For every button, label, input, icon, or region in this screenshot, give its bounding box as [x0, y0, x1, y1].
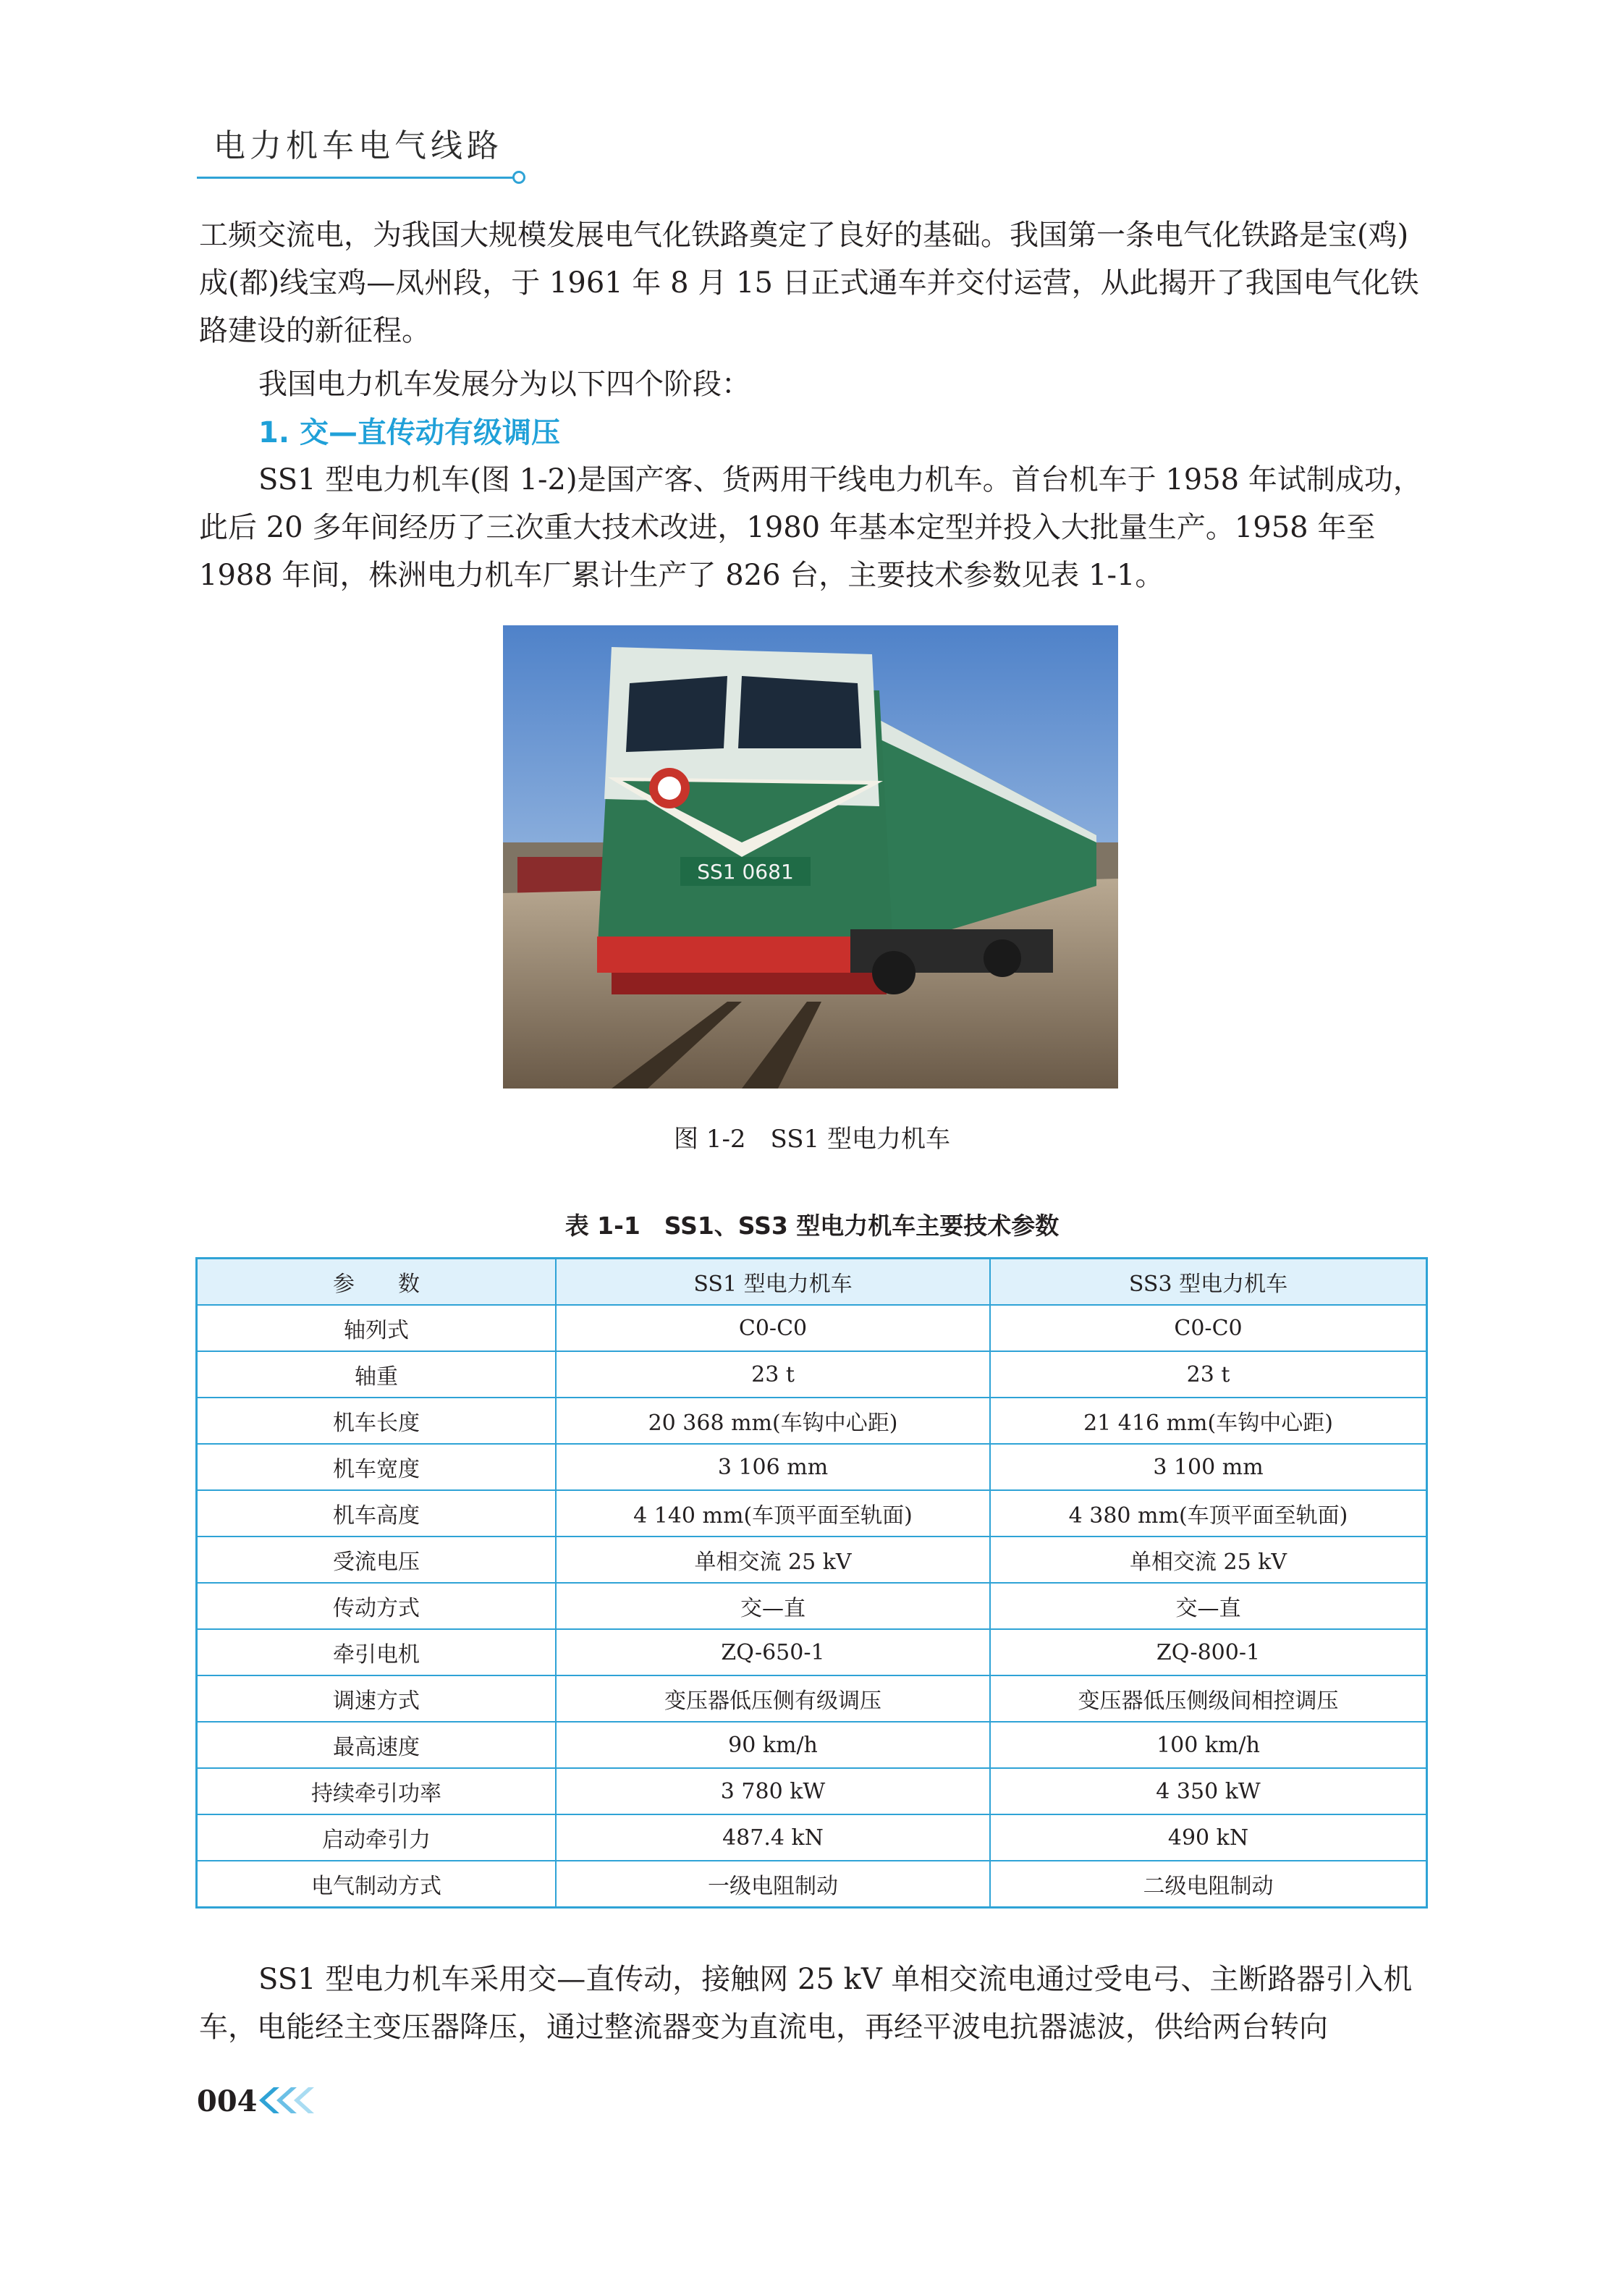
- table-row: [197, 1305, 1427, 1351]
- table-cell: 机车长度: [197, 1398, 557, 1444]
- table-cell: 20 368 mm(车钩中心距): [556, 1398, 990, 1444]
- table-cell: 单相交流 25 kV: [556, 1537, 990, 1583]
- table-cell: 单相交流 25 kV: [990, 1537, 1427, 1583]
- paragraph-4: SS1 型电力机车采用交—直传动，接触网 25 kV 单相交流电通过受电弓、主断路器引入机车，电能经主变压器降压，通过整流器变为直流电，再经平波电抗器滤波，供给两台转向: [199, 1963, 1413, 2044]
- table-cell: 机车高度: [197, 1490, 557, 1537]
- header-cell-ss1: SS1 型电力机车: [556, 1259, 990, 1306]
- table-cell: 21 416 mm(车钩中心距): [990, 1398, 1427, 1444]
- table-row: [197, 1814, 1427, 1861]
- table-row: [197, 1861, 1427, 1908]
- table-cell: 3 106 mm: [556, 1444, 990, 1490]
- locomotive-number-plate: SS1 0681: [697, 860, 794, 884]
- table-cell: 牵引电机: [197, 1629, 557, 1675]
- table-cell: 4 140 mm(车顶平面至轨面): [556, 1490, 990, 1537]
- table-row: [197, 1444, 1427, 1490]
- table-row: [197, 1583, 1427, 1629]
- locomotive-photo: [503, 625, 1118, 1089]
- table-cell: 490 kN: [990, 1814, 1427, 1861]
- table-cell: 4 380 mm(车顶平面至轨面): [990, 1490, 1427, 1537]
- table-cell: 487.4 kN: [556, 1814, 990, 1861]
- header-cell-parameter: 参 数: [197, 1259, 557, 1306]
- table-cell: C0-C0: [990, 1305, 1427, 1351]
- table-row: [197, 1768, 1427, 1814]
- section-heading: 1. 交—直传动有级调压: [258, 416, 560, 449]
- table-row: [197, 1629, 1427, 1675]
- table-title: 表 1-1 SS1、SS3 型电力机车主要技术参数: [564, 1212, 1060, 1240]
- table-cell: ZQ-650-1: [556, 1629, 990, 1675]
- table-cell: 轴列式: [197, 1305, 557, 1351]
- table-cell: 启动牵引力: [197, 1814, 557, 1861]
- table-cell: ZQ-800-1: [990, 1629, 1427, 1675]
- table-cell: 23 t: [556, 1351, 990, 1398]
- table-row: [197, 1490, 1427, 1537]
- running-header-title: 电力机车电气线路: [213, 127, 503, 164]
- table-cell: 持续牵引功率: [197, 1768, 557, 1814]
- table-cell: 3 100 mm: [990, 1444, 1427, 1490]
- table-cell: 传动方式: [197, 1583, 557, 1629]
- figure-caption: 图 1-2 SS1 型电力机车: [674, 1125, 950, 1154]
- table-row: [197, 1351, 1427, 1398]
- table-row: [197, 1537, 1427, 1583]
- table-header-row: [197, 1259, 1427, 1306]
- table-cell: 3 780 kW: [556, 1768, 990, 1814]
- header-cell-ss3: SS3 型电力机车: [990, 1259, 1427, 1306]
- table-cell: 轴重: [197, 1351, 557, 1398]
- table-row: [197, 1398, 1427, 1444]
- table-cell: 调速方式: [197, 1675, 557, 1722]
- table-cell: 交—直: [990, 1583, 1427, 1629]
- table-cell: C0-C0: [556, 1305, 990, 1351]
- table-cell: 机车宽度: [197, 1444, 557, 1490]
- paragraph-2: 我国电力机车发展分为以下四个阶段：: [258, 368, 750, 401]
- locomotive-illustration: [503, 625, 1118, 1089]
- table-cell: 变压器低压侧级间相控调压: [990, 1675, 1427, 1722]
- paragraph-3: SS1 型电力机车(图 1-2)是国产客、货两用干线电力机车。首台机车于 1958 年试制成功，此后 20 多年间经历了三次重大技术改进，1980 年基本定型并投入大批量生产。1958 年至 1988 年间，株洲电力机车厂累计生产了 826 台，主要技术参数见表 1-1。: [199, 463, 1422, 592]
- header-rule-dot: [512, 171, 525, 184]
- page-number: 004: [197, 2084, 258, 2118]
- table-row: [197, 1675, 1427, 1722]
- table-cell: 一级电阻制动: [556, 1861, 990, 1908]
- table-cell: 受流电压: [197, 1537, 557, 1583]
- paragraph-1: 工频交流电，为我国大规模发展电气化铁路奠定了良好的基础。我国第一条电气化铁路是宝(鸡)成(都)线宝鸡—凤州段，于 1961 年 8 月 15 日正式通车并交付运营，从此揭开了我国电气化铁路建设的新征程。: [199, 219, 1419, 347]
- page-arrows-icon: [255, 2084, 327, 2119]
- table-cell: 23 t: [990, 1351, 1427, 1398]
- table-cell: 最高速度: [197, 1722, 557, 1768]
- table-cell: 二级电阻制动: [990, 1861, 1427, 1908]
- header-rule: [197, 177, 515, 179]
- table-cell: 交—直: [556, 1583, 990, 1629]
- table-cell: 4 350 kW: [990, 1768, 1427, 1814]
- table-cell: 90 km/h: [556, 1722, 990, 1768]
- table-cell: 100 km/h: [990, 1722, 1427, 1768]
- table-cell: 电气制动方式: [197, 1861, 557, 1908]
- table-cell: 变压器低压侧有级调压: [556, 1675, 990, 1722]
- parameters-table: [195, 1257, 1428, 1909]
- table-row: [197, 1722, 1427, 1768]
